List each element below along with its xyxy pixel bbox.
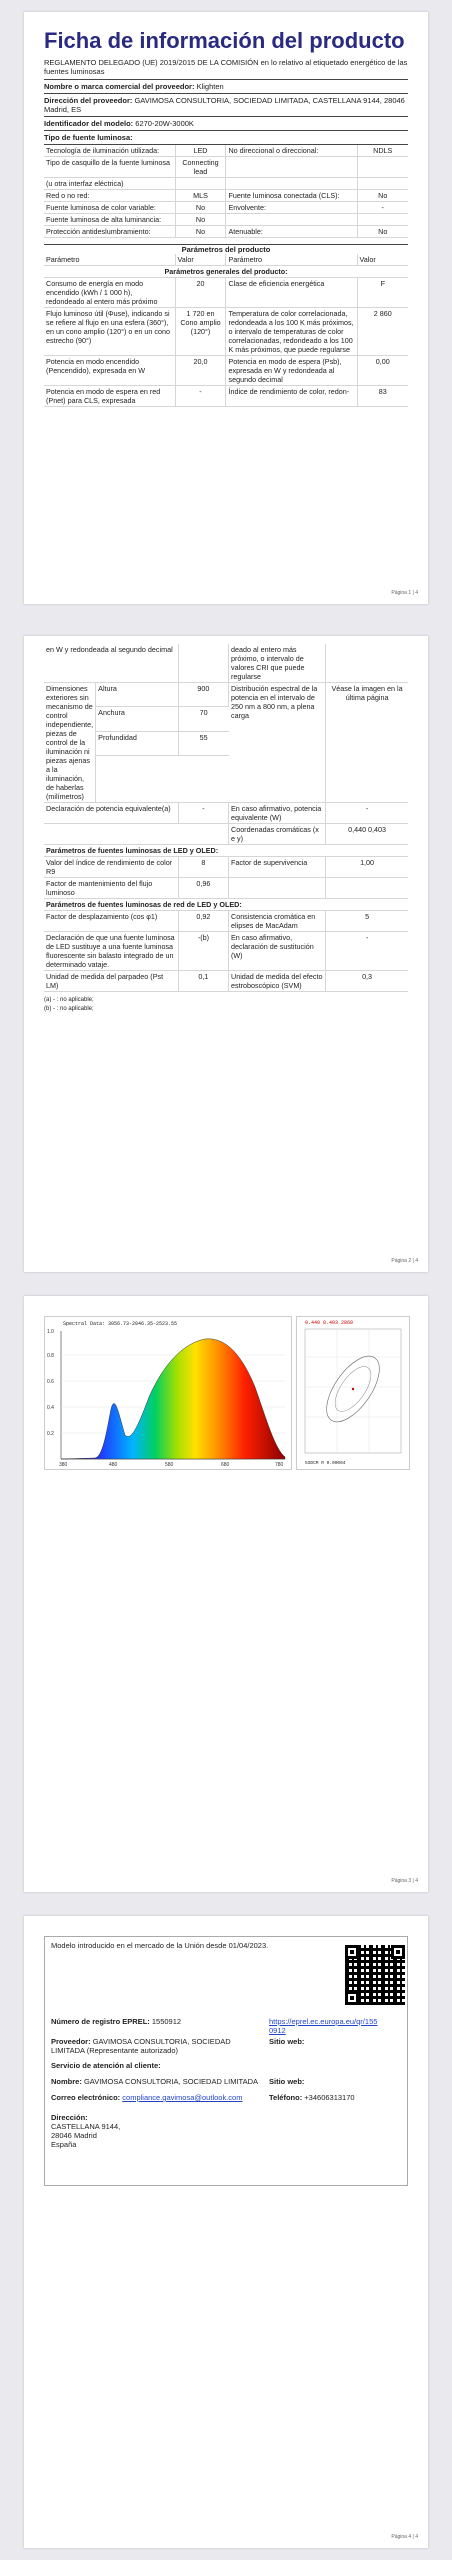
general-cell: Temperatura de color correlacionada, redondeada a los 100 K más próximos, o intervalo de temperaturas de color correlacionadas, redondeado a los 100 K más próximos, que puede regularse xyxy=(226,308,357,356)
general-cell: - xyxy=(175,386,226,407)
led-mains-heading: Parámetros de fuentes luminosas de red de LED y OLED: xyxy=(44,899,408,911)
mail-label: Correo electrónico: xyxy=(51,2093,121,2102)
type-row xyxy=(44,190,408,202)
supplier-label: Nombre o marca comercial del proveedor: xyxy=(44,82,195,91)
page-number: Página 2 | 4 xyxy=(391,1258,418,1264)
spd-value: Véase la imagen en la última página xyxy=(326,683,408,803)
dim-height-value: 900 xyxy=(178,683,228,707)
chroma-note: 5SDCM R 0.00004 xyxy=(305,1461,346,1466)
type-cell: Tipo de casquillo de la fuente luminosa xyxy=(44,157,175,178)
macadam-label: Consistencia cromática en elipses de MacAdam xyxy=(229,911,326,932)
flicker-label: Unidad de medida del parpadeo (Pst LM) xyxy=(44,971,178,992)
type-cell: Fuente luminosa de color variable: xyxy=(44,202,175,214)
general-cell: Potencia en modo de espera en red (Pnet) para CLS, expresada xyxy=(44,386,175,407)
addr-line-3: España xyxy=(51,2140,77,2149)
note-a: (a) - : no aplicable; xyxy=(44,997,94,1003)
general-cell: 83 xyxy=(357,386,408,407)
led-heading: Parámetros de fuentes luminosas de LED y OLED: xyxy=(44,845,408,857)
type-cell: Red o no red: xyxy=(44,190,175,202)
type-heading: Tipo de fuente luminosa: xyxy=(44,133,133,142)
coord-label: Coordenadas cromáticas (x e y) xyxy=(229,824,326,845)
type-row xyxy=(44,145,408,157)
qr-code-icon xyxy=(345,1945,405,2005)
type-cell: Fuente luminosa de alta luminancia: xyxy=(44,214,175,226)
spectrum-chart xyxy=(44,1316,292,1470)
general-cell: F xyxy=(357,278,408,308)
chroma-plot xyxy=(297,1317,409,1469)
type-cell xyxy=(226,157,357,178)
type-row xyxy=(44,178,408,190)
y-tick-02: 0.2 xyxy=(47,1431,54,1437)
dim-width-value: 70 xyxy=(178,707,228,731)
macadam-value: 5 xyxy=(326,911,408,932)
chromaticity-chart xyxy=(296,1316,410,1470)
led-r9-value: 8 xyxy=(178,857,228,878)
cont-left: en W y redondeada al segundo decimal xyxy=(44,644,178,683)
phone-value: +34606313170 xyxy=(304,2093,355,2102)
addr-line-2: 28046 Madrid xyxy=(51,2131,97,2140)
led-r9-label: Valor del índice de rendimiento de color R9 xyxy=(44,857,178,878)
general-cell: Potencia en modo encendido (Pencendido), expresada en W xyxy=(44,356,175,386)
regulation-text: REGLAMENTO DELEGADO (UE) 2019/2015 DE LA COMISIÓN en lo relativo al etiquetado energético de las fuentes luminosas xyxy=(44,58,408,76)
page-number: Página 1 | 4 xyxy=(391,590,418,596)
equiv-right-value: - xyxy=(326,803,408,824)
y-tick-1: 1.0 xyxy=(47,1329,54,1335)
page-number: Página 4 | 4 xyxy=(391,2534,418,2540)
spectrum-caption: Spectral Data: 3056.73-2046.35-2523.55 xyxy=(63,1321,178,1327)
type-cell: Atenuable: xyxy=(226,226,357,238)
addr-label: Dirección: xyxy=(51,2113,88,2122)
replace-label: Declaración de que una fuente luminosa de LED sustituye a una fuente luminosa fluorescente sin balasto integrado de un determinado vataje. xyxy=(44,932,178,971)
type-row xyxy=(44,226,408,238)
y-tick-06: 0.6 xyxy=(47,1379,54,1385)
general-cell: Índice de rendimiento de color, redon- xyxy=(226,386,357,407)
type-cell xyxy=(357,214,408,226)
type-cell: LED xyxy=(175,145,226,157)
model-value: 6270-20W-3000K xyxy=(135,119,194,128)
led-maint-label: Factor de mantenimiento del flujo luminoso xyxy=(44,878,178,899)
type-table xyxy=(44,145,408,238)
general-row xyxy=(44,278,408,308)
x-tick-780: 780 xyxy=(275,1462,284,1468)
params-table xyxy=(44,254,408,407)
col-value-2: Valor xyxy=(357,254,408,266)
general-cell: Flujo luminoso útil (Φuse), indicando si se refiere al flujo en una esfera (360°), en un cono amplio (120°) o en un cono estrecho (90°) xyxy=(44,308,175,356)
spd-label: Distribución espectral de la potencia en el intervalo de 250 nm a 800 nm, a plena carga xyxy=(229,683,326,803)
chroma-caption: 0.440 0.403 2860 xyxy=(305,1320,354,1326)
name-value: GAVIMOSA CONSULTORIA, SOCIEDAD LIMITADA xyxy=(83,2077,258,2086)
supplier-value: Klighten xyxy=(196,82,224,91)
general-cell: 20 xyxy=(175,278,226,308)
cont-right: deado al entero más próximo, o intervalo de valores CRI que puede regularse xyxy=(229,644,326,683)
eprel-label: Número de registro EPREL: xyxy=(51,2017,150,2026)
replace-value: -(b) xyxy=(178,932,228,971)
y-tick-08: 0.8 xyxy=(47,1353,54,1359)
general-cell: 2 860 xyxy=(357,308,408,356)
svm-label: Unidad de medida del efecto estroboscópico (SVM) xyxy=(229,971,326,992)
dim-width-label: Anchura xyxy=(96,707,179,731)
general-cell: Potencia en modo de espera (Psb), expresada en W y redondeada al segundo decimal xyxy=(226,356,357,386)
type-cell xyxy=(175,178,226,190)
type-cell: Envolvente: xyxy=(226,202,357,214)
displacement-label: Factor de desplazamiento (cos φ1) xyxy=(44,911,178,932)
type-cell: No xyxy=(175,202,226,214)
web2-label: Sitio web: xyxy=(269,2077,305,2086)
params-table-cont xyxy=(44,644,408,992)
spectrum-plot xyxy=(45,1317,291,1469)
y-tick-04: 0.4 xyxy=(47,1405,54,1411)
type-cell: - xyxy=(357,202,408,214)
mail-link[interactable]: compliance.gavimosa@outlook.com xyxy=(122,2093,243,2102)
note-b: (b) - : no aplicable; xyxy=(44,1006,94,1012)
type-row xyxy=(44,157,408,178)
type-cell: No xyxy=(175,214,226,226)
x-tick-580: 580 xyxy=(165,1462,174,1468)
led-maint-value: 0,96 xyxy=(178,878,228,899)
type-cell: Connecting lead xyxy=(175,157,226,178)
type-cell: No xyxy=(175,226,226,238)
x-tick-480: 480 xyxy=(109,1462,118,1468)
flicker-value: 0,1 xyxy=(178,971,228,992)
type-cell xyxy=(226,214,357,226)
eprel-link[interactable]: https://eprel.ec.europa.eu/qr/1550912 xyxy=(269,2017,378,2035)
type-cell: No xyxy=(357,226,408,238)
led-survival-value: 1,00 xyxy=(326,857,408,878)
dim-height-label: Altura xyxy=(96,683,179,707)
service-heading: Servicio de atención al cliente: xyxy=(51,2061,161,2070)
equiv-right: En caso afirmativo, potencia equivalente (W) xyxy=(229,803,326,824)
general-row xyxy=(44,356,408,386)
type-cell: Protección antideslumbramiento: xyxy=(44,226,175,238)
general-cell: 20,0 xyxy=(175,356,226,386)
address-value: GAVIMOSA CONSULTORIA, SOCIEDAD LIMITADA, CASTELLANA 9144, 28046 Madrid, ES xyxy=(44,96,405,114)
market-intro: Modelo introducido en el mercado de la Unión desde 01/04/2023. xyxy=(51,1941,269,1950)
type-cell: Tecnología de iluminación utilizada: xyxy=(44,145,175,157)
general-row xyxy=(44,386,408,407)
type-cell: NDLS xyxy=(357,145,408,157)
type-cell xyxy=(357,157,408,178)
displacement-value: 0,92 xyxy=(178,911,228,932)
x-tick-380: 380 xyxy=(59,1462,68,1468)
type-row xyxy=(44,202,408,214)
general-cell: Clase de eficiencia energética xyxy=(226,278,357,308)
contact-box xyxy=(44,1936,408,2186)
page-2 xyxy=(24,636,428,1272)
provider-value: GAVIMOSA CONSULTORIA, SOCIEDAD LIMITADA (Representante autorizado) xyxy=(51,2037,231,2055)
type-cell: No direccional o direccional: xyxy=(226,145,357,157)
addr-line-1: CASTELLANA 9144, xyxy=(51,2122,121,2131)
general-row xyxy=(44,308,408,356)
address-label: Dirección del proveedor: xyxy=(44,96,133,105)
x-tick-680: 680 xyxy=(221,1462,230,1468)
type-cell: No xyxy=(357,190,408,202)
eprel-value: 1550912 xyxy=(151,2017,182,2026)
general-heading: Parámetros generales del producto: xyxy=(44,266,408,278)
type-cell: MLS xyxy=(175,190,226,202)
coord-value: 0,440 0,403 xyxy=(326,824,408,845)
provider-label: Proveedor: xyxy=(51,2037,91,2046)
type-row xyxy=(44,214,408,226)
general-cell: 1 720 en Cono amplio (120°) xyxy=(175,308,226,356)
web-label: Sitio web: xyxy=(269,2037,305,2046)
name-label: Nombre: xyxy=(51,2077,82,2086)
page-4 xyxy=(24,1916,428,2548)
page-3 xyxy=(24,1296,428,1892)
general-cell: Consumo de energía en modo encendido (kWh / 1 000 h), redondeado al entero más próximo xyxy=(44,278,175,308)
col-param: Parámetro xyxy=(44,254,175,266)
page-number: Página 3 | 4 xyxy=(391,1878,418,1884)
replace-decl-label: En caso afirmativo, declaración de sustitución (W) xyxy=(229,932,326,971)
type-cell: (u otra interfaz eléctrica) xyxy=(44,178,175,190)
page-1 xyxy=(24,12,428,604)
equiv-label: Declaración de potencia equivalente(a) xyxy=(44,803,178,824)
col-param-2: Parámetro xyxy=(226,254,357,266)
type-cell xyxy=(357,178,408,190)
col-value: Valor xyxy=(175,254,226,266)
dim-depth-label: Profundidad xyxy=(96,731,179,755)
dim-depth-value: 55 xyxy=(178,731,228,755)
dimensions-label: Dimensiones exteriores sin mecanismo de control independiente, piezas de control de la iluminación ni piezas ajenas a la iluminación, de haberlas (milímetros) xyxy=(44,683,96,803)
page-title: Ficha de información del producto xyxy=(44,28,405,53)
led-survival-label: Factor de supervivencia xyxy=(229,857,326,878)
phone-label: Teléfono: xyxy=(269,2093,303,2102)
params-heading: Parámetros del producto xyxy=(181,245,271,254)
general-cell: 0,00 xyxy=(357,356,408,386)
type-cell xyxy=(226,178,357,190)
replace-decl-value: - xyxy=(326,932,408,971)
equiv-value: - xyxy=(178,803,228,824)
type-cell: Fuente luminosa conectada (CLS): xyxy=(226,190,357,202)
svm-value: 0,3 xyxy=(326,971,408,992)
model-label: Identificador del modelo: xyxy=(44,119,134,128)
